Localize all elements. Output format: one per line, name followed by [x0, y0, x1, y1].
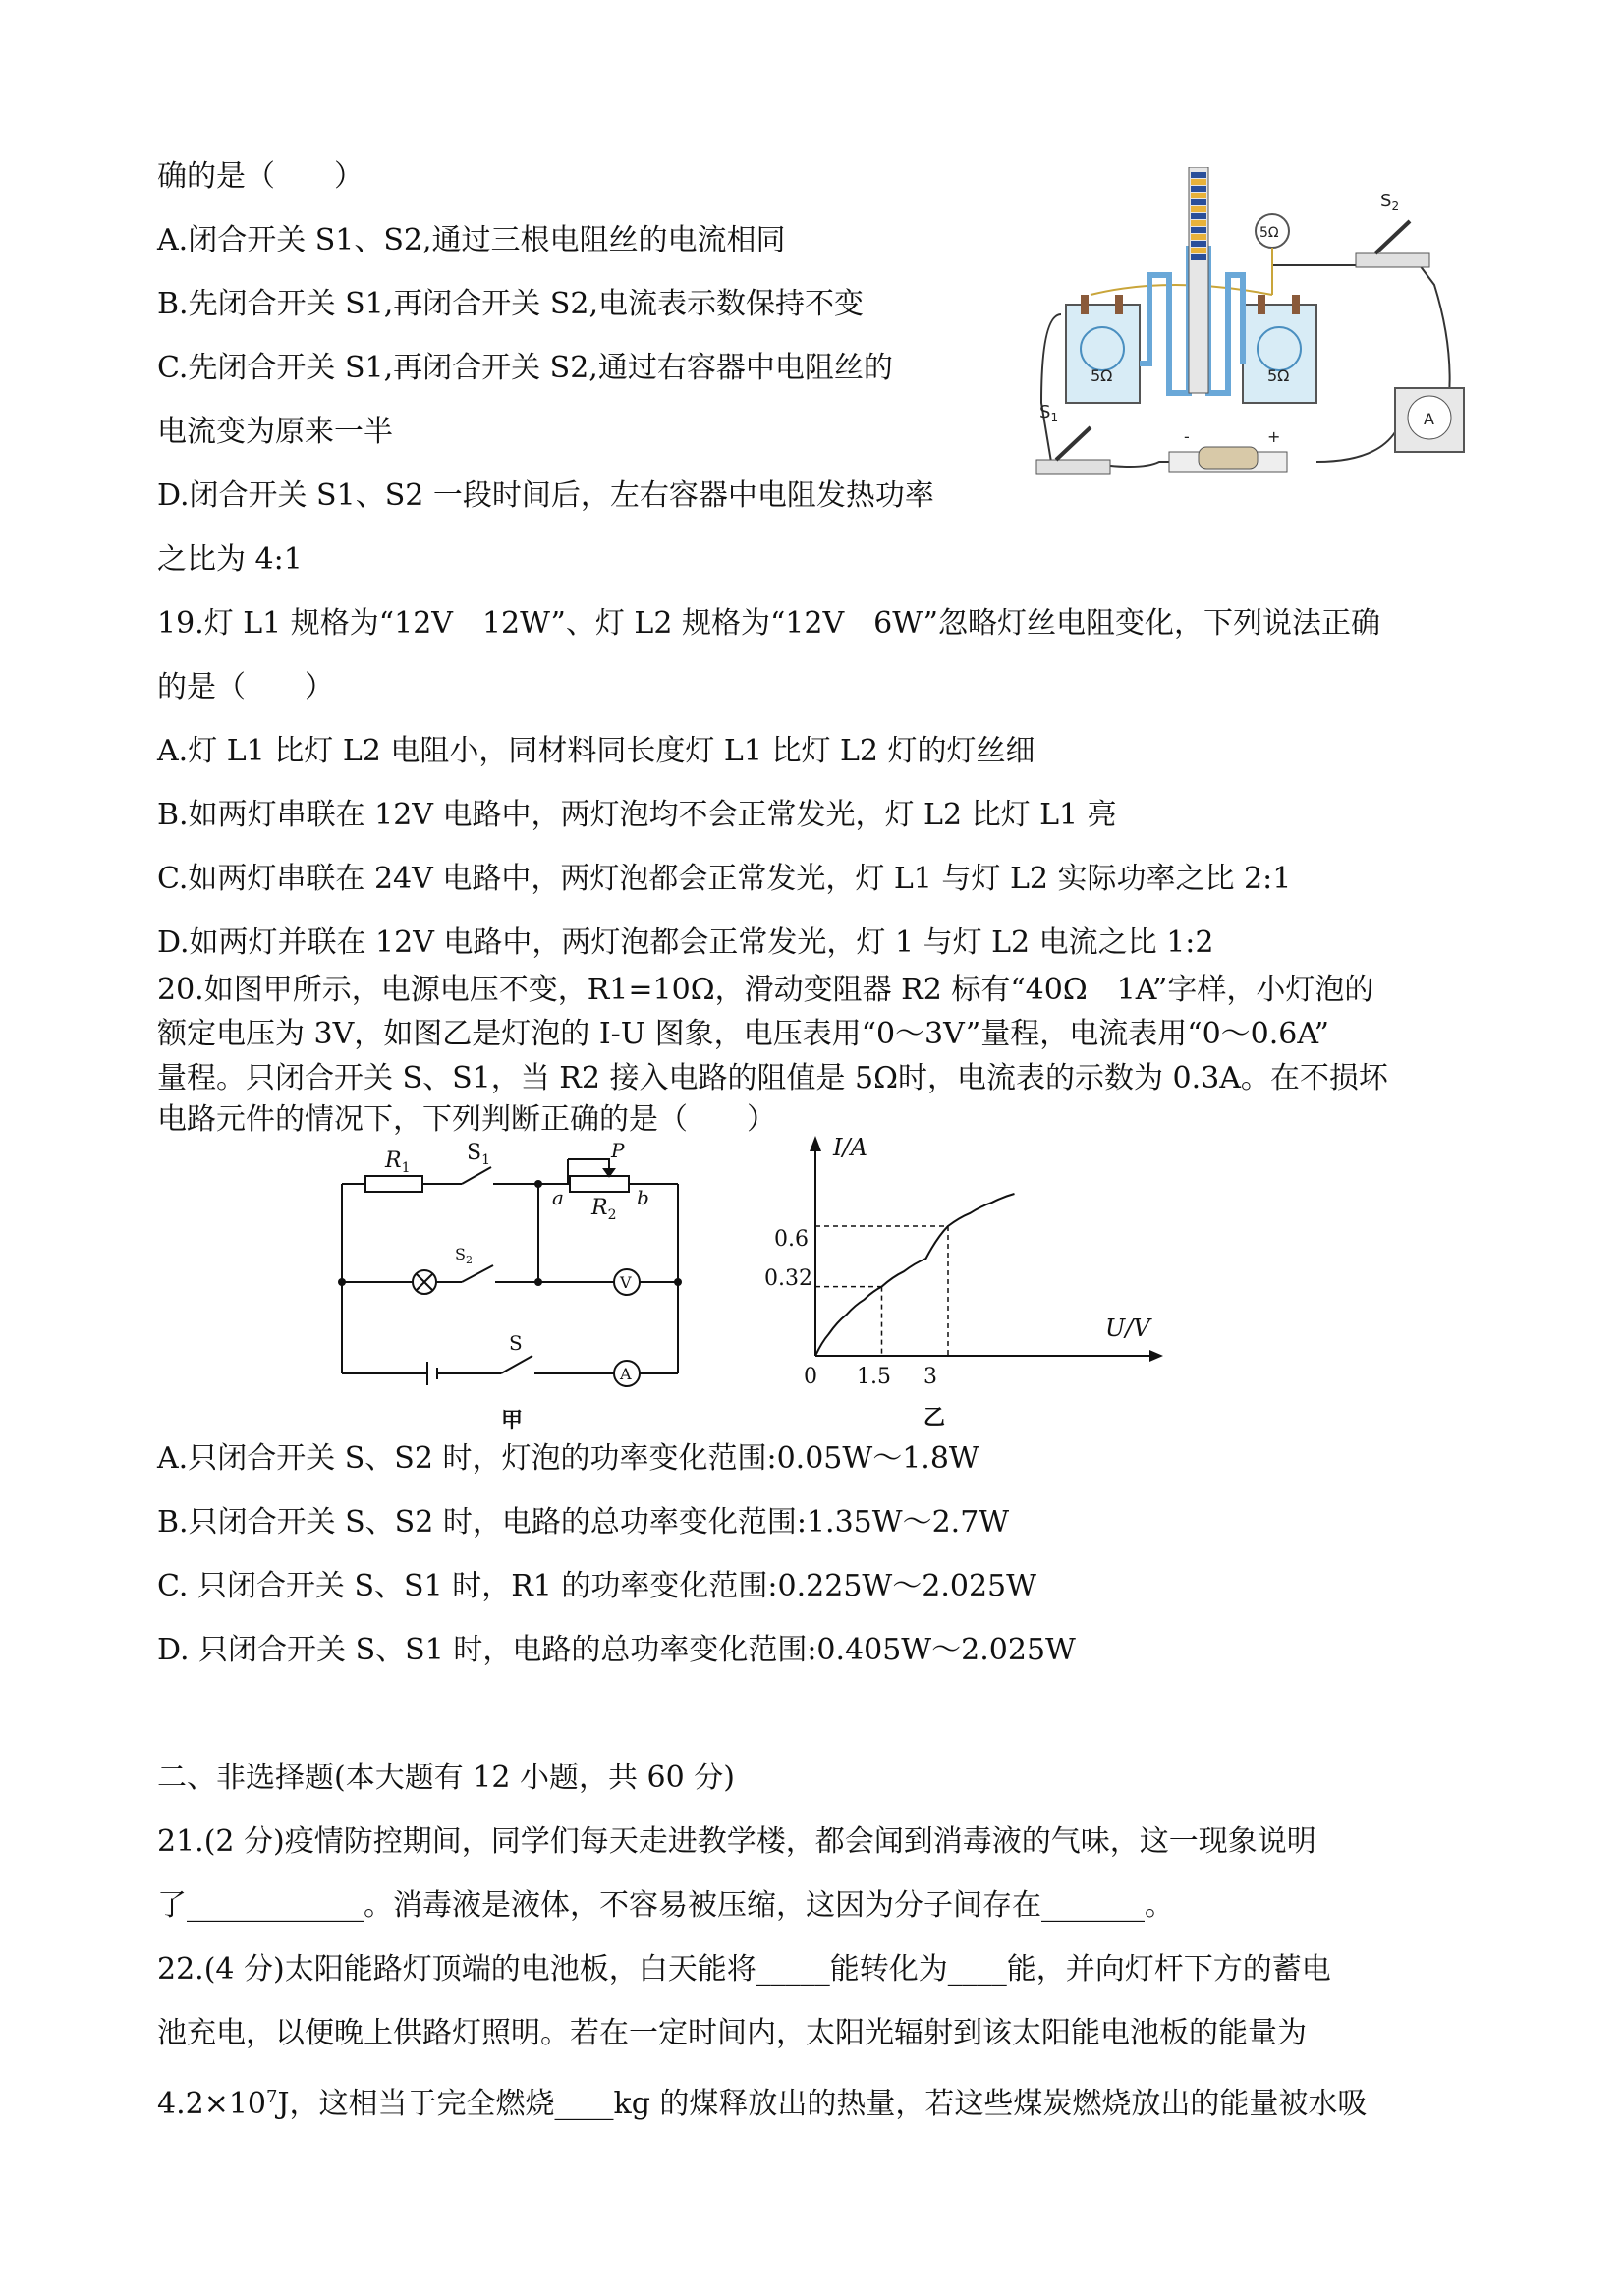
q21-line2: 了____________。消毒液是液体，不容易被压缩，这因为分子间存在_______。 — [157, 1888, 1174, 1923]
s2-letter: S — [455, 1245, 466, 1263]
q18-stem-tail: 确的是（ ） — [157, 159, 364, 194]
left-container — [1066, 305, 1140, 403]
q18-option-b: B.先闭合开关 S1,再闭合开关 S2,电流表示数保持不变 — [157, 287, 865, 321]
x-tick-1-5: 1.5 — [857, 1365, 891, 1389]
section2-title: 二、非选择题(本大题有 12 小题，共 60 分) — [157, 1761, 735, 1795]
r2-letter: R — [591, 1196, 608, 1220]
q22-line3 — [157, 2078, 1367, 2124]
q20-stem-line1: 20.如图甲所示，电源电压不变，R1=10Ω，滑动变阻器 R2 标有“40Ω 1A”字样，小灯泡的 — [157, 973, 1374, 1007]
svg-text:S1 — [1039, 402, 1058, 424]
q22-line3-rest: J，这相当于完全燃烧____kg 的煤释放出的热量，若这些煤炭燃烧放出的能量被水吸 — [277, 2087, 1368, 2121]
q19-option-c: C.如两灯串联在 24V 电路中，两灯泡都会正常发光，灯 L1 与灯 L2 实际功率之比 2:1 — [157, 862, 1292, 896]
q21-line1: 21.(2 分)疫情防控期间，同学们每天走进教学楼，都会闻到消毒液的气味，这一现象说明 — [157, 1824, 1316, 1859]
switch-s2 — [1356, 191, 1429, 267]
voltmeter-label: V — [620, 1273, 632, 1292]
s2-sub: 2 — [465, 1254, 473, 1266]
slider-p: P — [611, 1140, 625, 1162]
svg-text:S1 — [467, 1141, 490, 1168]
q18-apparatus-figure — [1022, 167, 1474, 491]
circuit-caption: 甲 — [501, 1408, 524, 1433]
ammeter-circuit-label: A — [620, 1365, 632, 1383]
s1-sub: 1 — [481, 1152, 490, 1168]
q20-circuit-figure — [324, 1140, 698, 1434]
s1-letter: S — [467, 1141, 482, 1165]
switch-s2-letter: S — [1380, 191, 1392, 211]
q19-option-b: B.如两灯串联在 12V 电路中，两灯泡均不会正常发光，灯 L2 比灯 L1 亮 — [157, 798, 1117, 832]
right-container — [1243, 305, 1316, 403]
battery-plus: + — [1267, 427, 1281, 446]
q22-energy-exponent: 7 — [266, 2087, 278, 2107]
q22-line2: 池充电，以便晚上供路灯照明。若在一定时间内，太阳光辐射到该太阳能电池板的能量为 — [157, 2016, 1307, 2050]
q20-option-c: C. 只闭合开关 S、S1 时，R1 的功率变化范围:0.225W～2.025W — [157, 1569, 1036, 1603]
q19-option-d: D.如两灯并联在 12V 电路中，两灯泡都会正常发光，灯 1 与灯 L2 电流之比 1:2 — [157, 925, 1214, 960]
q18-option-d-cont: 之比为 4:1 — [157, 542, 303, 577]
switch-s2-sub: 2 — [1391, 199, 1400, 213]
q18-option-c: C.先闭合开关 S1,再闭合开关 S2,通过右容器中电阻丝的 — [157, 351, 893, 385]
svg-text:R2 — [590, 1196, 617, 1223]
q20-option-a: A.只闭合开关 S、S2 时，灯泡的功率变化范围:0.05W～1.8W — [157, 1441, 979, 1476]
q20-stem-line4: 电路元件的情况下，下列判断正确的是（ ） — [157, 1102, 776, 1137]
y-axis-label: I/A — [833, 1134, 867, 1161]
q20-option-d: D. 只闭合开关 S、S1 时，电路的总功率变化范围:0.405W～2.025W — [157, 1633, 1076, 1667]
q20-stem-line3: 量程。只闭合开关 S、S1，当 R2 接入电路的阻值是 5Ω时，电流表的示数为 0.3A。在不损坏 — [157, 1061, 1388, 1095]
node-b: b — [637, 1186, 649, 1209]
x-axis-label: U/V — [1105, 1315, 1150, 1342]
battery-minus: - — [1184, 427, 1190, 446]
r1-letter: R — [385, 1148, 402, 1173]
graph-caption: 乙 — [923, 1405, 946, 1430]
iu-curve — [815, 1194, 1015, 1356]
q18-option-d: D.闭合开关 S1、S2 一段时间后，左右容器中电阻发热功率 — [157, 478, 934, 513]
outside-resistor-label: 5Ω — [1259, 225, 1279, 241]
q19-stem-line1: 19.灯 L1 规格为“12V 12W”、灯 L2 规格为“12V 6W”忽略灯丝电阻变化，下列说法正确 — [157, 606, 1380, 641]
y-tick-0-32: 0.32 — [764, 1266, 812, 1291]
r1-sub: 1 — [401, 1160, 411, 1176]
ammeter-label: A — [1424, 410, 1434, 428]
y-tick-0-6: 0.6 — [774, 1227, 809, 1252]
x-tick-3: 3 — [923, 1365, 937, 1389]
q20-stem-line2: 额定电压为 3V，如图乙是灯泡的 I-U 图象，电压表用“0～3V”量程，电流表用“0～0.6A” — [157, 1017, 1329, 1051]
right-resistor-label: 5Ω — [1267, 366, 1290, 385]
switch-s-label: S — [509, 1331, 523, 1355]
node-a: a — [552, 1186, 564, 1209]
q20-option-b: B.只闭合开关 S、S2 时，电路的总功率变化范围:1.35W～2.7W — [157, 1505, 1010, 1540]
left-resistor-label: 5Ω — [1091, 366, 1113, 385]
q18-option-c-cont: 电流变为原来一半 — [157, 415, 393, 449]
q19-option-a: A.灯 L1 比灯 L2 电阻小，同材料同长度灯 L1 比灯 L2 灯的灯丝细 — [157, 734, 1035, 768]
q18-option-a: A.闭合开关 S1、S2,通过三根电阻丝的电流相同 — [157, 223, 786, 257]
svg-text:S2 — [455, 1245, 473, 1266]
svg-text:S2 — [1380, 191, 1399, 213]
iu-graph — [747, 1130, 1169, 1434]
r1-resistor — [365, 1176, 422, 1192]
r2-rheostat — [570, 1176, 629, 1192]
q22-line1: 22.(4 分)太阳能路灯顶端的电池板，白天能将_____能转化为____能，并向灯杆下方的蓄电 — [157, 1952, 1331, 1987]
battery — [1169, 427, 1287, 472]
switch-s1-letter: S — [1039, 402, 1051, 422]
q19-stem-line2: 的是（ ） — [157, 670, 334, 704]
switch-s1-sub: 1 — [1050, 411, 1059, 424]
origin-label: 0 — [804, 1365, 817, 1389]
ammeter — [1395, 388, 1464, 452]
q22-energy-base: 4.2×10 — [157, 2087, 267, 2121]
svg-text:R1 — [384, 1148, 411, 1176]
r2-sub: 2 — [607, 1207, 617, 1223]
